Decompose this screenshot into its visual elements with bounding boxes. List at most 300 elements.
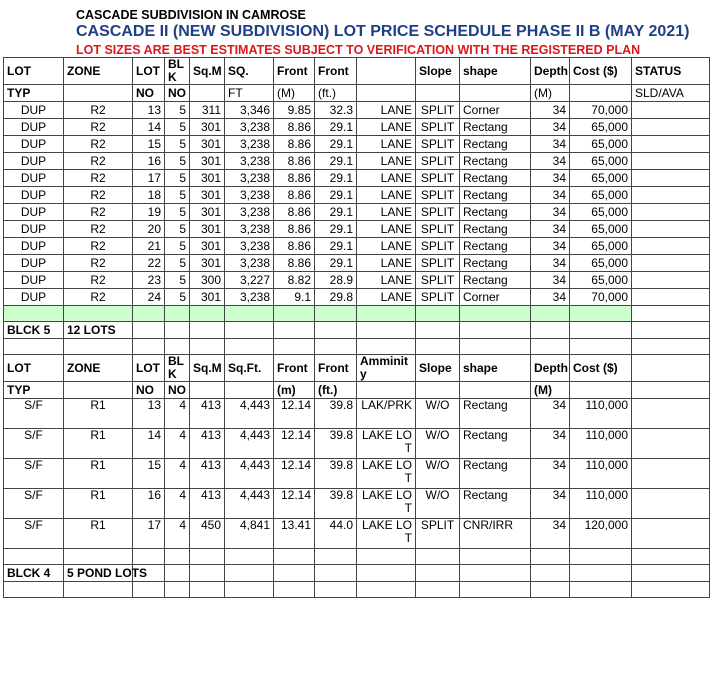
table-cell: 34 bbox=[531, 170, 570, 187]
empty-cell bbox=[190, 339, 225, 355]
table-cell: 24 bbox=[133, 289, 165, 306]
table-cell: 65,000 bbox=[570, 187, 632, 204]
table-row bbox=[4, 519, 710, 549]
table-cell: 29.1 bbox=[315, 204, 357, 221]
empty-cell bbox=[632, 322, 710, 339]
table-cell: R2 bbox=[64, 153, 133, 170]
empty-cell bbox=[632, 339, 710, 355]
block-summary-row bbox=[4, 565, 710, 582]
column-header: Cost ($) bbox=[570, 58, 632, 85]
table-cell: DUP bbox=[4, 119, 64, 136]
table-cell bbox=[632, 102, 710, 119]
empty-cell bbox=[315, 306, 357, 322]
table-cell: Rectang bbox=[460, 187, 531, 204]
empty-cell bbox=[190, 565, 225, 582]
empty-cell bbox=[225, 322, 274, 339]
column-subheader: SLD/AVA bbox=[632, 85, 710, 102]
empty-cell bbox=[531, 565, 570, 582]
table-cell: 13 bbox=[133, 399, 165, 429]
table-cell: 34 bbox=[531, 204, 570, 221]
table-cell: 12.14 bbox=[274, 459, 315, 489]
table-cell: SPLIT bbox=[416, 136, 460, 153]
table-cell: 4,443 bbox=[225, 489, 274, 519]
empty-cell bbox=[570, 322, 632, 339]
empty-cell bbox=[570, 549, 632, 565]
column-subheader bbox=[460, 382, 531, 399]
column-header: LOT bbox=[133, 58, 165, 85]
empty-cell bbox=[315, 339, 357, 355]
table-cell: R2 bbox=[64, 170, 133, 187]
empty-cell bbox=[133, 339, 165, 355]
table-cell: Rectang bbox=[460, 255, 531, 272]
empty-cell bbox=[4, 582, 64, 598]
block-label: BLCK 4 bbox=[4, 565, 64, 582]
table-cell: DUP bbox=[4, 136, 64, 153]
empty-cell bbox=[4, 306, 64, 322]
table-cell: R2 bbox=[64, 119, 133, 136]
table-cell: W/O bbox=[416, 399, 460, 429]
table-cell: DUP bbox=[4, 102, 64, 119]
column-header: Depth bbox=[531, 58, 570, 85]
subdivision-title: CASCADE SUBDIVISION IN CAMROSE bbox=[76, 8, 306, 22]
table-cell: 34 bbox=[531, 187, 570, 204]
table-cell: SPLIT bbox=[416, 102, 460, 119]
empty-cell bbox=[225, 306, 274, 322]
table-cell: 4,443 bbox=[225, 429, 274, 459]
table-cell: LANE bbox=[357, 238, 416, 255]
table-cell: LAK/PRK bbox=[357, 399, 416, 429]
table-cell: R1 bbox=[64, 519, 133, 549]
table-cell: Rectang bbox=[460, 238, 531, 255]
table-row bbox=[4, 429, 710, 459]
column-header: Sq.M bbox=[190, 58, 225, 85]
table-body bbox=[4, 58, 710, 598]
table-cell: S/F bbox=[4, 519, 64, 549]
empty-cell bbox=[133, 322, 165, 339]
table-cell: 110,000 bbox=[570, 459, 632, 489]
table-cell: 39.8 bbox=[315, 399, 357, 429]
table-cell bbox=[632, 204, 710, 221]
table-cell: 301 bbox=[190, 187, 225, 204]
table-cell: R2 bbox=[64, 238, 133, 255]
table-cell: Rectang bbox=[460, 119, 531, 136]
table-cell: 8.82 bbox=[274, 272, 315, 289]
table-cell: 8.86 bbox=[274, 204, 315, 221]
table-row bbox=[4, 136, 710, 153]
table-cell: 4,841 bbox=[225, 519, 274, 549]
block-label: BLCK 5 bbox=[4, 322, 64, 339]
table-cell: 110,000 bbox=[570, 399, 632, 429]
table-cell: 8.86 bbox=[274, 136, 315, 153]
empty-cell bbox=[274, 565, 315, 582]
empty-cell bbox=[570, 565, 632, 582]
column-subheader bbox=[225, 382, 274, 399]
table-cell: 16 bbox=[133, 153, 165, 170]
table-cell: 28.9 bbox=[315, 272, 357, 289]
column-subheader: (M) bbox=[531, 382, 570, 399]
table-cell: SPLIT bbox=[416, 272, 460, 289]
table-cell: Rectang bbox=[460, 429, 531, 459]
header-row bbox=[4, 355, 710, 382]
table-cell: 29.1 bbox=[315, 119, 357, 136]
table-cell: 39.8 bbox=[315, 459, 357, 489]
table-cell: 3,346 bbox=[225, 102, 274, 119]
column-header: ZONE bbox=[64, 58, 133, 85]
empty-cell bbox=[315, 582, 357, 598]
table-cell: 413 bbox=[190, 459, 225, 489]
table-cell: 34 bbox=[531, 459, 570, 489]
table-cell: R1 bbox=[64, 489, 133, 519]
column-header: ZONE bbox=[64, 355, 133, 382]
table-cell: SPLIT bbox=[416, 221, 460, 238]
document-header bbox=[0, 0, 713, 57]
table-cell: W/O bbox=[416, 459, 460, 489]
table-cell: 34 bbox=[531, 429, 570, 459]
table-cell: 3,238 bbox=[225, 221, 274, 238]
empty-cell bbox=[315, 322, 357, 339]
table-row bbox=[4, 204, 710, 221]
column-subheader: FT bbox=[225, 85, 274, 102]
table-cell bbox=[632, 221, 710, 238]
empty-cell bbox=[460, 549, 531, 565]
table-cell bbox=[632, 255, 710, 272]
table-cell: LANE bbox=[357, 289, 416, 306]
table-cell bbox=[632, 289, 710, 306]
column-header: shape bbox=[460, 58, 531, 85]
table-cell: 301 bbox=[190, 136, 225, 153]
lot-count: 5 POND LOTS bbox=[64, 565, 133, 582]
table-cell: 5 bbox=[165, 119, 190, 136]
table-cell: 34 bbox=[531, 289, 570, 306]
empty-cell bbox=[225, 339, 274, 355]
table-cell: LANE bbox=[357, 255, 416, 272]
table-cell: 65,000 bbox=[570, 119, 632, 136]
table-cell: 3,238 bbox=[225, 289, 274, 306]
column-subheader bbox=[416, 85, 460, 102]
table-cell: 15 bbox=[133, 459, 165, 489]
table-cell: 5 bbox=[165, 238, 190, 255]
empty-cell bbox=[165, 565, 190, 582]
table-cell: R2 bbox=[64, 272, 133, 289]
table-cell: 13 bbox=[133, 102, 165, 119]
empty-cell bbox=[133, 306, 165, 322]
table-cell: 8.86 bbox=[274, 119, 315, 136]
table-cell: 34 bbox=[531, 136, 570, 153]
empty-cell bbox=[165, 582, 190, 598]
empty-cell bbox=[274, 549, 315, 565]
empty-cell bbox=[357, 306, 416, 322]
table-cell: 15 bbox=[133, 136, 165, 153]
column-header: LOT bbox=[4, 355, 64, 382]
table-cell: 14 bbox=[133, 429, 165, 459]
table-row bbox=[4, 238, 710, 255]
lot-price-table bbox=[3, 57, 710, 598]
table-cell bbox=[632, 136, 710, 153]
table-cell: 413 bbox=[190, 399, 225, 429]
empty-cell bbox=[274, 582, 315, 598]
table-cell: DUP bbox=[4, 238, 64, 255]
column-subheader: NO bbox=[165, 85, 190, 102]
header-subrow bbox=[4, 382, 710, 399]
empty-cell bbox=[165, 339, 190, 355]
table-cell: 18 bbox=[133, 187, 165, 204]
table-cell: SPLIT bbox=[416, 119, 460, 136]
table-cell: DUP bbox=[4, 289, 64, 306]
spacer-row bbox=[4, 582, 710, 598]
empty-cell bbox=[570, 306, 632, 322]
empty-cell bbox=[274, 306, 315, 322]
column-header: Cost ($) bbox=[570, 355, 632, 382]
empty-cell bbox=[64, 339, 133, 355]
table-cell: 29.1 bbox=[315, 153, 357, 170]
column-header: Front bbox=[315, 355, 357, 382]
table-cell bbox=[632, 170, 710, 187]
table-cell: 14 bbox=[133, 119, 165, 136]
table-cell: 8.86 bbox=[274, 221, 315, 238]
column-subheader bbox=[570, 85, 632, 102]
empty-cell bbox=[632, 306, 710, 322]
table-cell: 39.8 bbox=[315, 429, 357, 459]
table-cell: SPLIT bbox=[416, 238, 460, 255]
table-cell: 110,000 bbox=[570, 429, 632, 459]
header-row bbox=[4, 58, 710, 85]
table-cell: 34 bbox=[531, 519, 570, 549]
column-subheader: (M) bbox=[531, 85, 570, 102]
table-cell: 32.3 bbox=[315, 102, 357, 119]
table-cell: R2 bbox=[64, 255, 133, 272]
table-cell: LAKE LOT bbox=[357, 429, 416, 459]
table-row bbox=[4, 399, 710, 429]
table-cell: R2 bbox=[64, 187, 133, 204]
table-cell: 4 bbox=[165, 519, 190, 549]
empty-cell bbox=[416, 582, 460, 598]
table-cell: Corner bbox=[460, 289, 531, 306]
column-header: Sq.M bbox=[190, 355, 225, 382]
empty-cell bbox=[315, 565, 357, 582]
table-cell: S/F bbox=[4, 399, 64, 429]
column-subheader bbox=[632, 382, 710, 399]
table-cell: LANE bbox=[357, 272, 416, 289]
column-header: Slope bbox=[416, 58, 460, 85]
empty-cell bbox=[225, 549, 274, 565]
spacer-row bbox=[4, 339, 710, 355]
table-cell: 65,000 bbox=[570, 238, 632, 255]
schedule-title: CASCADE II (NEW SUBDIVISION) LOT PRICE SCHEDULE PHASE II B (MAY 2021) bbox=[76, 23, 690, 40]
table-cell: 301 bbox=[190, 119, 225, 136]
column-header: Amminity bbox=[357, 355, 416, 382]
disclaimer-text: LOT SIZES ARE BEST ESTIMATES SUBJECT TO VERIFICATION WITH THE REGISTERED PLAN bbox=[76, 43, 641, 57]
table-cell: 301 bbox=[190, 221, 225, 238]
table-cell: R1 bbox=[64, 399, 133, 429]
table-cell: LAKE LOT bbox=[357, 519, 416, 549]
table-cell: 413 bbox=[190, 489, 225, 519]
table-cell: Rectang bbox=[460, 221, 531, 238]
table-cell: 4 bbox=[165, 429, 190, 459]
table-cell: 301 bbox=[190, 153, 225, 170]
table-cell: R1 bbox=[64, 459, 133, 489]
empty-cell bbox=[315, 549, 357, 565]
empty-cell bbox=[416, 549, 460, 565]
table-cell: 5 bbox=[165, 136, 190, 153]
empty-cell bbox=[531, 306, 570, 322]
table-cell: CNR/IRR bbox=[460, 519, 531, 549]
empty-cell bbox=[632, 582, 710, 598]
table-cell: 29.1 bbox=[315, 238, 357, 255]
table-cell: R2 bbox=[64, 221, 133, 238]
table-cell: 3,238 bbox=[225, 119, 274, 136]
column-subheader bbox=[190, 85, 225, 102]
table-row bbox=[4, 289, 710, 306]
table-cell: 34 bbox=[531, 255, 570, 272]
table-cell: 12.14 bbox=[274, 429, 315, 459]
empty-cell bbox=[357, 549, 416, 565]
table-cell: Rectang bbox=[460, 459, 531, 489]
table-cell: 4 bbox=[165, 489, 190, 519]
table-cell: 301 bbox=[190, 204, 225, 221]
table-cell: DUP bbox=[4, 170, 64, 187]
empty-cell bbox=[190, 582, 225, 598]
table-cell: 301 bbox=[190, 238, 225, 255]
table-cell: LANE bbox=[357, 221, 416, 238]
table-cell: 3,238 bbox=[225, 136, 274, 153]
table-cell: 5 bbox=[165, 187, 190, 204]
table-cell: 65,000 bbox=[570, 221, 632, 238]
table-cell: 3,238 bbox=[225, 238, 274, 255]
table-cell: 34 bbox=[531, 399, 570, 429]
table-cell: DUP bbox=[4, 187, 64, 204]
table-cell: Rectang bbox=[460, 272, 531, 289]
table-cell: DUP bbox=[4, 153, 64, 170]
table-cell: Rectang bbox=[460, 204, 531, 221]
empty-cell bbox=[133, 582, 165, 598]
table-cell: 3,238 bbox=[225, 170, 274, 187]
column-header bbox=[632, 355, 710, 382]
table-cell: 5 bbox=[165, 170, 190, 187]
table-cell: 29.1 bbox=[315, 255, 357, 272]
table-cell: 34 bbox=[531, 153, 570, 170]
column-header: Sq.Ft. bbox=[225, 355, 274, 382]
empty-cell bbox=[225, 565, 274, 582]
table-cell: SPLIT bbox=[416, 187, 460, 204]
table-cell: 17 bbox=[133, 170, 165, 187]
spacer-row bbox=[4, 549, 710, 565]
table-cell: 34 bbox=[531, 272, 570, 289]
table-cell: 4 bbox=[165, 459, 190, 489]
table-cell: 34 bbox=[531, 102, 570, 119]
table-cell: 21 bbox=[133, 238, 165, 255]
empty-cell bbox=[190, 306, 225, 322]
column-header: STATUS bbox=[632, 58, 710, 85]
column-subheader bbox=[570, 382, 632, 399]
table-cell: 5 bbox=[165, 221, 190, 238]
table-cell: R1 bbox=[64, 429, 133, 459]
table-cell: DUP bbox=[4, 221, 64, 238]
empty-cell bbox=[416, 565, 460, 582]
empty-cell bbox=[64, 549, 133, 565]
empty-cell bbox=[357, 582, 416, 598]
table-cell: LANE bbox=[357, 153, 416, 170]
table-cell: 29.8 bbox=[315, 289, 357, 306]
column-subheader: TYP bbox=[4, 85, 64, 102]
table-cell: 311 bbox=[190, 102, 225, 119]
table-cell: 29.1 bbox=[315, 136, 357, 153]
table-cell: 5 bbox=[165, 255, 190, 272]
lot-count: 12 LOTS bbox=[64, 322, 133, 339]
table-cell: Rectang bbox=[460, 153, 531, 170]
table-cell: 450 bbox=[190, 519, 225, 549]
table-cell: DUP bbox=[4, 272, 64, 289]
empty-cell bbox=[4, 339, 64, 355]
table-cell: 22 bbox=[133, 255, 165, 272]
table-cell: S/F bbox=[4, 489, 64, 519]
column-header: Front bbox=[274, 58, 315, 85]
table-cell: 120,000 bbox=[570, 519, 632, 549]
table-cell: 300 bbox=[190, 272, 225, 289]
table-cell: 17 bbox=[133, 519, 165, 549]
column-subheader bbox=[64, 85, 133, 102]
column-subheader: NO bbox=[165, 382, 190, 399]
empty-cell bbox=[416, 306, 460, 322]
column-subheader: NO bbox=[133, 85, 165, 102]
table-cell: DUP bbox=[4, 204, 64, 221]
table-row bbox=[4, 272, 710, 289]
empty-cell bbox=[165, 322, 190, 339]
empty-cell bbox=[64, 582, 133, 598]
table-cell: 65,000 bbox=[570, 272, 632, 289]
table-cell: 65,000 bbox=[570, 255, 632, 272]
table-cell bbox=[632, 399, 710, 429]
table-cell: 8.86 bbox=[274, 238, 315, 255]
column-header: Front bbox=[274, 355, 315, 382]
table-cell: 29.1 bbox=[315, 221, 357, 238]
empty-cell bbox=[460, 582, 531, 598]
table-cell: 8.86 bbox=[274, 170, 315, 187]
table-cell: DUP bbox=[4, 255, 64, 272]
empty-cell bbox=[531, 549, 570, 565]
table-cell: 19 bbox=[133, 204, 165, 221]
empty-cell bbox=[531, 322, 570, 339]
table-cell: 34 bbox=[531, 119, 570, 136]
column-subheader bbox=[357, 382, 416, 399]
table-cell bbox=[632, 119, 710, 136]
table-cell: 5 bbox=[165, 272, 190, 289]
table-cell: Rectang bbox=[460, 170, 531, 187]
table-cell bbox=[632, 238, 710, 255]
empty-cell bbox=[357, 339, 416, 355]
table-cell: LANE bbox=[357, 119, 416, 136]
table-cell: 12.14 bbox=[274, 399, 315, 429]
table-cell: 4,443 bbox=[225, 459, 274, 489]
column-subheader bbox=[416, 382, 460, 399]
table-cell: Rectang bbox=[460, 489, 531, 519]
table-cell: 5 bbox=[165, 204, 190, 221]
highlight-row bbox=[4, 306, 710, 322]
table-cell: 3,238 bbox=[225, 153, 274, 170]
table-cell: 3,238 bbox=[225, 204, 274, 221]
empty-cell bbox=[632, 549, 710, 565]
table-cell: 4,443 bbox=[225, 399, 274, 429]
column-subheader bbox=[460, 85, 531, 102]
table-cell bbox=[632, 519, 710, 549]
table-row bbox=[4, 119, 710, 136]
empty-cell bbox=[632, 565, 710, 582]
column-header: Slope bbox=[416, 355, 460, 382]
table-cell: 29.1 bbox=[315, 187, 357, 204]
table-cell: 20 bbox=[133, 221, 165, 238]
table-cell: SPLIT bbox=[416, 170, 460, 187]
empty-cell bbox=[274, 322, 315, 339]
column-subheader bbox=[357, 85, 416, 102]
